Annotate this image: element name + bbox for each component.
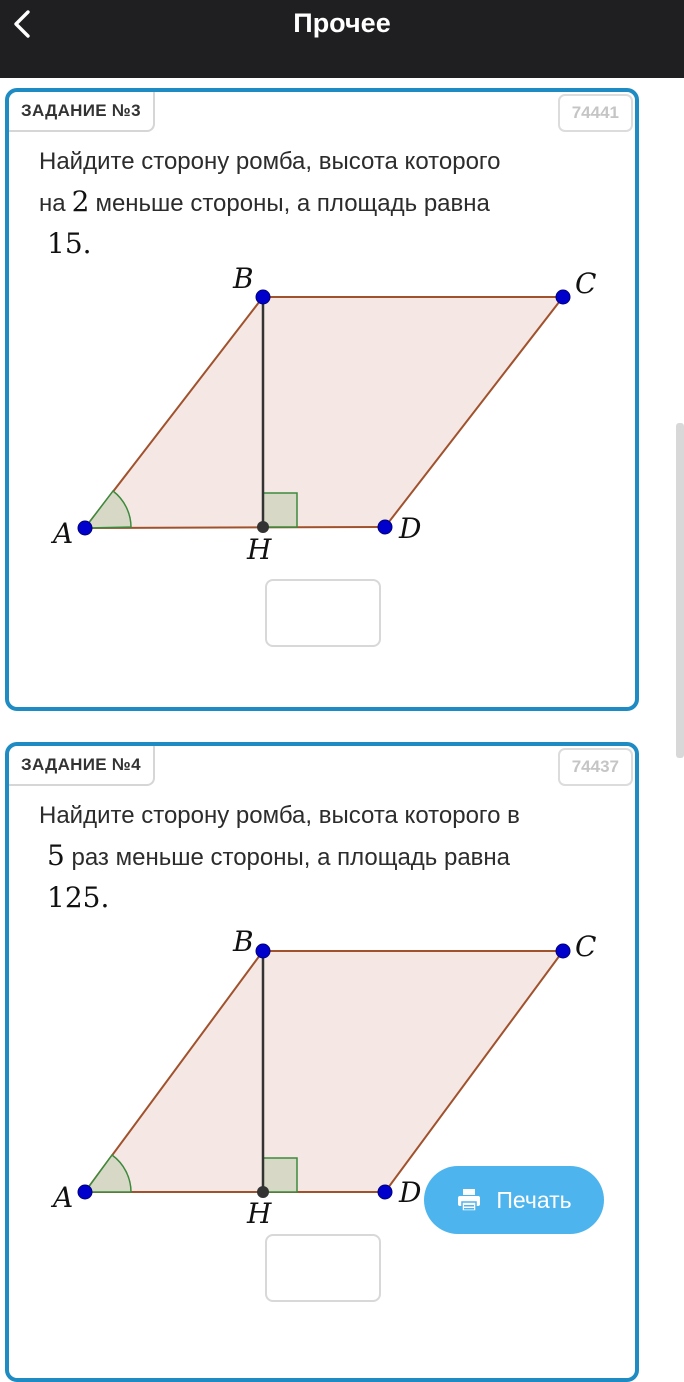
point-a [78, 1185, 92, 1199]
label-b: B [233, 925, 254, 958]
print-button[interactable] [424, 1166, 604, 1234]
task-text-part: Найдите сторону ромба, высота которого на [39, 148, 501, 217]
point-d [378, 1185, 392, 1199]
task-id-badge[interactable]: 74437 [558, 748, 633, 786]
label-h: H [247, 1197, 272, 1230]
point-b [256, 290, 270, 304]
task-number-label: ЗАДАНИЕ №4 [9, 746, 155, 786]
point-d [378, 520, 392, 534]
right-angle-mark [263, 493, 297, 527]
point-h [257, 521, 269, 533]
answer-input[interactable] [265, 1234, 381, 1302]
task-text-part: меньше стороны, а площадь равна [95, 190, 490, 217]
label-b: B [233, 262, 254, 295]
point-c [556, 944, 570, 958]
label-a: A [53, 1181, 74, 1214]
task-text-part: Найдите сторону ромба, высота которого в [39, 802, 520, 829]
task-text-part: раз меньше стороны, а площадь равна [71, 844, 511, 871]
label-d: D [399, 1176, 422, 1209]
label-a: A [53, 517, 74, 550]
task-number: 15. [47, 227, 92, 260]
label-c: C [575, 930, 597, 963]
page-title: Прочее [293, 8, 391, 38]
point-a [78, 521, 92, 535]
rhombus-shape [85, 297, 563, 528]
print-button-label: Печать [496, 1186, 572, 1213]
task-number: 125. [47, 881, 110, 914]
label-d: D [399, 512, 422, 545]
point-c [556, 290, 570, 304]
answer-input[interactable] [265, 579, 381, 647]
task-number-label: ЗАДАНИЕ №3 [9, 92, 155, 132]
task-statement [39, 142, 599, 266]
task-number: 2 [71, 185, 90, 218]
task-card [5, 88, 639, 711]
task-statement [39, 796, 599, 920]
printer-icon [456, 1187, 482, 1213]
label-c: C [575, 267, 597, 300]
task-card [5, 742, 639, 1382]
task-number: 5 [47, 839, 65, 872]
point-b [256, 944, 270, 958]
rhombus-figure [45, 260, 605, 580]
right-angle-mark [263, 1158, 297, 1192]
rhombus-shape [85, 951, 563, 1192]
top-bar [0, 0, 684, 78]
label-h: H [247, 533, 272, 566]
task-id-badge[interactable]: 74441 [558, 94, 633, 132]
scrollbar[interactable] [676, 423, 684, 758]
